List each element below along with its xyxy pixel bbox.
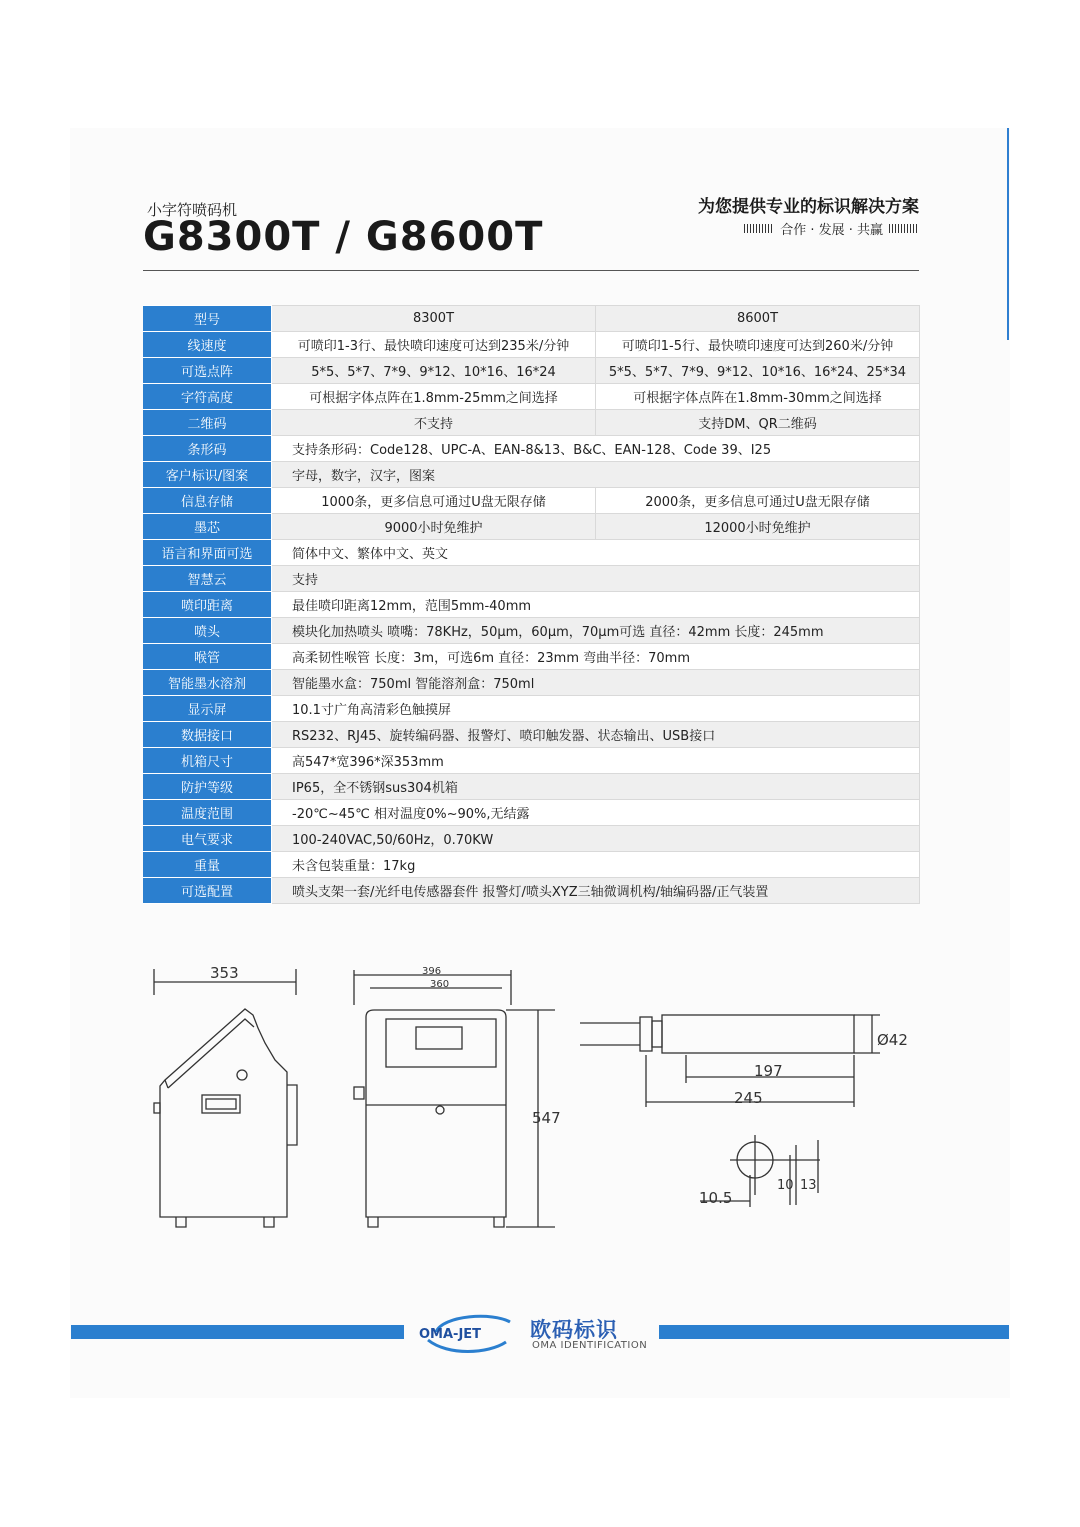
spec-row (143, 566, 920, 592)
spec-value-8600t: 8600T (596, 306, 920, 332)
dim-nozzle-a: 10 (777, 1178, 794, 1193)
spec-value: 支持 (272, 566, 920, 592)
spec-value-8600t: 支持DM、QR二维码 (596, 410, 920, 436)
spec-value: 简体中文、繁体中文、英文 (272, 540, 920, 566)
print-head-drawing (580, 1015, 880, 1207)
spec-row (143, 410, 920, 436)
dim-height: 547 (532, 1109, 561, 1127)
spec-row (143, 722, 920, 748)
dim-front-width-inner: 360 (430, 979, 450, 990)
spec-value: 喷头支架一套/光纤电传感器套件 报警灯/喷头XYZ三轴微调机构/轴编码器/正气装置 (272, 878, 920, 904)
spec-label: 语言和界面可选 (143, 540, 272, 566)
spec-value-8300t: 1000条，更多信息可通过U盘无限存储 (272, 488, 596, 514)
dim-head-length-2: 245 (734, 1089, 763, 1107)
spec-label: 智能墨水溶剂 (143, 670, 272, 696)
spec-label: 墨芯 (143, 514, 272, 540)
spec-label: 客户标识/图案 (143, 462, 272, 488)
spec-row (143, 592, 920, 618)
dim-nozzle-c: 10.5 (699, 1189, 733, 1207)
slogan-sub (744, 219, 919, 238)
spec-label: 温度范围 (143, 800, 272, 826)
spec-value: 高柔韧性喉管 长度：3m，可选6m 直径：23mm 弯曲半径：70mm (272, 644, 920, 670)
front-view-drawing (354, 970, 555, 1227)
dimension-drawings (140, 955, 940, 1245)
title-divider (143, 270, 919, 271)
spec-row (143, 774, 920, 800)
spec-value: 未含包装重量：17kg (272, 852, 920, 878)
spec-value-8300t: 5*5、5*7、7*9、9*12、10*16、16*24 (272, 358, 596, 384)
dim-head-length-1: 197 (754, 1062, 783, 1080)
spec-label: 信息存储 (143, 488, 272, 514)
spec-row (143, 618, 920, 644)
footer-bar-right (659, 1325, 1009, 1339)
spec-value: RS232、RJ45、旋转编码器、报警灯、喷印触发器、状态输出、USB接口 (272, 722, 920, 748)
spec-value-8300t: 可喷印1-3行、最快喷印速度可达到235米/分钟 (272, 332, 596, 358)
spec-row (143, 514, 920, 540)
spec-row (143, 826, 920, 852)
spec-label: 电气要求 (143, 826, 272, 852)
product-category: 小字符喷码机 (147, 201, 238, 219)
spec-value-8600t: 5*5、5*7、7*9、9*12、10*16、16*24、25*34 (596, 358, 920, 384)
spec-value-8300t: 可根据字体点阵在1.8mm-25mm之间选择 (272, 384, 596, 410)
dim-nozzle-b: 13 (800, 1178, 817, 1193)
spec-value-8600t: 2000条，更多信息可通过U盘无限存储 (596, 488, 920, 514)
spec-row (143, 488, 920, 514)
spec-label: 机箱尺寸 (143, 748, 272, 774)
dim-side-depth: 353 (210, 964, 239, 982)
spec-label: 智慧云 (143, 566, 272, 592)
spec-value-8600t: 12000小时免维护 (596, 514, 920, 540)
slogan-sub-text: 合作 · 发展 · 共赢 (780, 223, 883, 238)
spec-row (143, 332, 920, 358)
spec-value-8600t: 可喷印1-5行、最快喷印速度可达到260米/分钟 (596, 332, 920, 358)
spec-row (143, 644, 920, 670)
spec-label: 字符高度 (143, 384, 272, 410)
spec-label: 数据接口 (143, 722, 272, 748)
spec-value: 支持条形码：Code128、UPC-A、EAN-8&13、B&C、EAN-128、Code 39、I25 (272, 436, 920, 462)
side-view-drawing (154, 969, 297, 1227)
spec-value: 高547*宽396*深353mm (272, 748, 920, 774)
oma-jet-logo (418, 1312, 518, 1354)
spec-row (143, 696, 920, 722)
logo-text: OMA-JET (419, 1327, 482, 1342)
spec-label: 喷头 (143, 618, 272, 644)
spec-value: 10.1寸广角高清彩色触摸屏 (272, 696, 920, 722)
dim-head-diameter: Ø42 (877, 1031, 908, 1049)
spec-value-8300t: 不支持 (272, 410, 596, 436)
spec-label: 重量 (143, 852, 272, 878)
slogan: 为您提供专业的标识解决方案 (698, 197, 919, 217)
brand-name-en: OMA IDENTIFICATION (532, 1340, 648, 1351)
spec-label: 喉管 (143, 644, 272, 670)
spec-value: -20℃~45℃ 相对温度0%~90%,无结露 (272, 800, 920, 826)
barcode-decoration-right (889, 224, 919, 233)
barcode-decoration-left (744, 224, 774, 233)
spec-value-8300t: 8300T (272, 306, 596, 332)
spec-row (143, 748, 920, 774)
spec-row (143, 852, 920, 878)
spec-value-8300t: 9000小时免维护 (272, 514, 596, 540)
spec-label: 条形码 (143, 436, 272, 462)
spec-value: 字母，数字，汉字，图案 (272, 462, 920, 488)
dim-front-width-outer: 396 (422, 966, 442, 977)
spec-value: 最佳喷印距离12mm，范围5mm-40mm (272, 592, 920, 618)
spec-label: 可选配置 (143, 878, 272, 904)
spec-label: 喷印距离 (143, 592, 272, 618)
spec-label: 线速度 (143, 332, 272, 358)
spec-row (143, 800, 920, 826)
spec-row (143, 462, 920, 488)
spec-value: 智能墨水盒：750ml 智能溶剂盒：750ml (272, 670, 920, 696)
spec-row (143, 878, 920, 904)
spec-row (143, 384, 920, 410)
spec-label: 可选点阵 (143, 358, 272, 384)
spec-label: 防护等级 (143, 774, 272, 800)
footer-bar-left (71, 1325, 404, 1339)
spec-row (143, 358, 920, 384)
spec-value: 100-240VAC,50/60Hz，0.70KW (272, 826, 920, 852)
spec-value: IP65，全不锈钢sus304机箱 (272, 774, 920, 800)
spec-row (143, 670, 920, 696)
spec-row (143, 540, 920, 566)
spec-row (143, 306, 920, 332)
brand-name-cn: 欧码标识 (530, 1318, 618, 1342)
edge-accent-line (1007, 128, 1009, 340)
product-title: G8300T / G8600T (143, 214, 544, 260)
spec-value-8600t: 可根据字体点阵在1.8mm-30mm之间选择 (596, 384, 920, 410)
spec-row (143, 436, 920, 462)
spec-label: 型号 (143, 306, 272, 332)
spec-label: 二维码 (143, 410, 272, 436)
spec-label: 显示屏 (143, 696, 272, 722)
spec-value: 模块化加热喷头 喷嘴：78KHz，50μm，60μm，70μm可选 直径：42mm 长度：245mm (272, 618, 920, 644)
spec-table (143, 305, 920, 904)
